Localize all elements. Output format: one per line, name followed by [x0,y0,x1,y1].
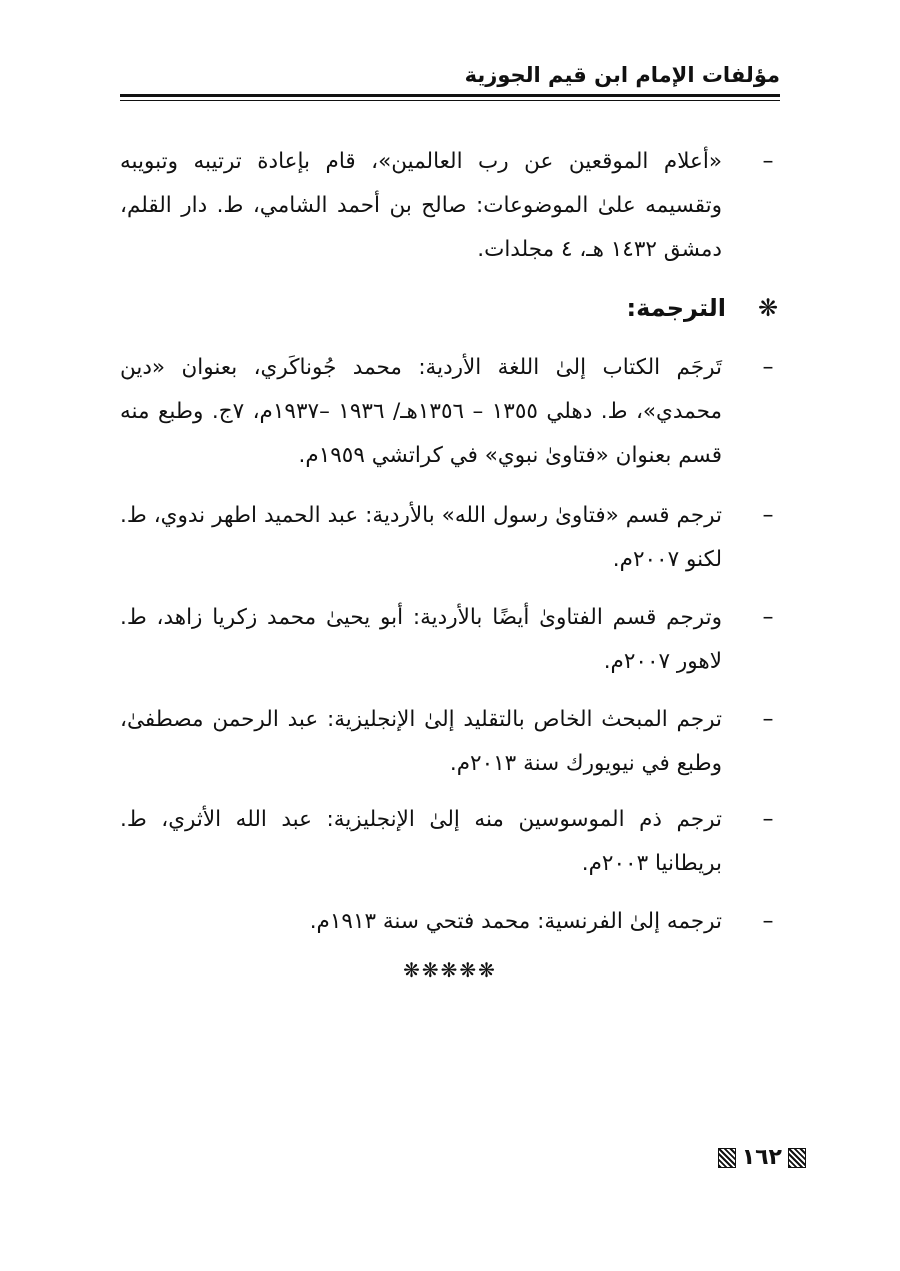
section-heading-text: الترجمة: [626,294,726,322]
intro-list-item [120,140,780,272]
list-item-text: ترجم المبحث الخاص بالتقليد إلىٰ الإنجليزية: عبد الرحمن مصطفىٰ، وطبع في نيويورك سنة ٢٠١٣م. [120,707,722,776]
list-dash: – [762,503,774,528]
list-item-text: «أعلام الموقعين عن رب العالمين»، قام بإعادة ترتيبه وتبويبه وتقسيمه علىٰ الموضوعات: صالح بن أحمد الشامي، ط. دار القلم، دمشق ١٤٣٢ هـ، ٤ مجلدات. [120,149,722,262]
list-item-text: تَرجَم الكتاب إلىٰ اللغة الأردية: محمد جُوناكَري، بعنوان «دين محمدي»، ط. دهلي ١٣٥٥ – ١٣٥٦هـ/ ١٩٣٦ –١٩٣٧م، ٧ج. وطبع منه قسم بعنوان «فتاوىٰ نبوي» في كراتشي ١٩٥٩م. [120,355,722,468]
ornament-icon [788,1148,806,1168]
list-dash: – [762,707,774,732]
list-dash: – [762,605,774,630]
translation-item [120,698,780,786]
page-number: ١٦٢ [741,1145,782,1170]
list-item-text: وترجم قسم الفتاوىٰ أيضًا بالأردية: أبو يحيىٰ محمد زكريا زاهد، ط. لاهور ٢٠٠٧م. [120,605,722,674]
header-rule-thick [120,94,780,97]
list-item-text: ترجم ذم الموسوسين منه إلىٰ الإنجليزية: عبد الله الأثري، ط. بريطانيا ٢٠٠٣م. [120,807,722,876]
page-folio [718,1145,806,1170]
translation-item [120,346,780,478]
translation-item [120,900,780,944]
section-end-divider: ❋❋❋❋❋ [403,958,497,982]
list-dash: – [762,909,774,934]
translation-item [120,494,780,582]
running-header-title: مؤلفات الإمام ابن قيم الجوزية [464,63,780,87]
list-dash: – [762,149,774,174]
section-heading [120,288,780,328]
header-rule-thin [120,100,780,101]
list-item-text: ترجم قسم «فتاوىٰ رسول الله» بالأردية: عبد الحميد اطهر ندوي، ط. لكنو ٢٠٠٧م. [120,503,722,572]
list-dash: – [762,355,774,380]
translation-item [120,596,780,684]
list-item-text: ترجمه إلىٰ الفرنسية: محمد فتحي سنة ١٩١٣م. [309,909,722,934]
ornament-icon [718,1148,736,1168]
list-dash: – [762,807,774,832]
translation-item [120,798,780,886]
asterism-icon: ❋ [757,294,779,322]
